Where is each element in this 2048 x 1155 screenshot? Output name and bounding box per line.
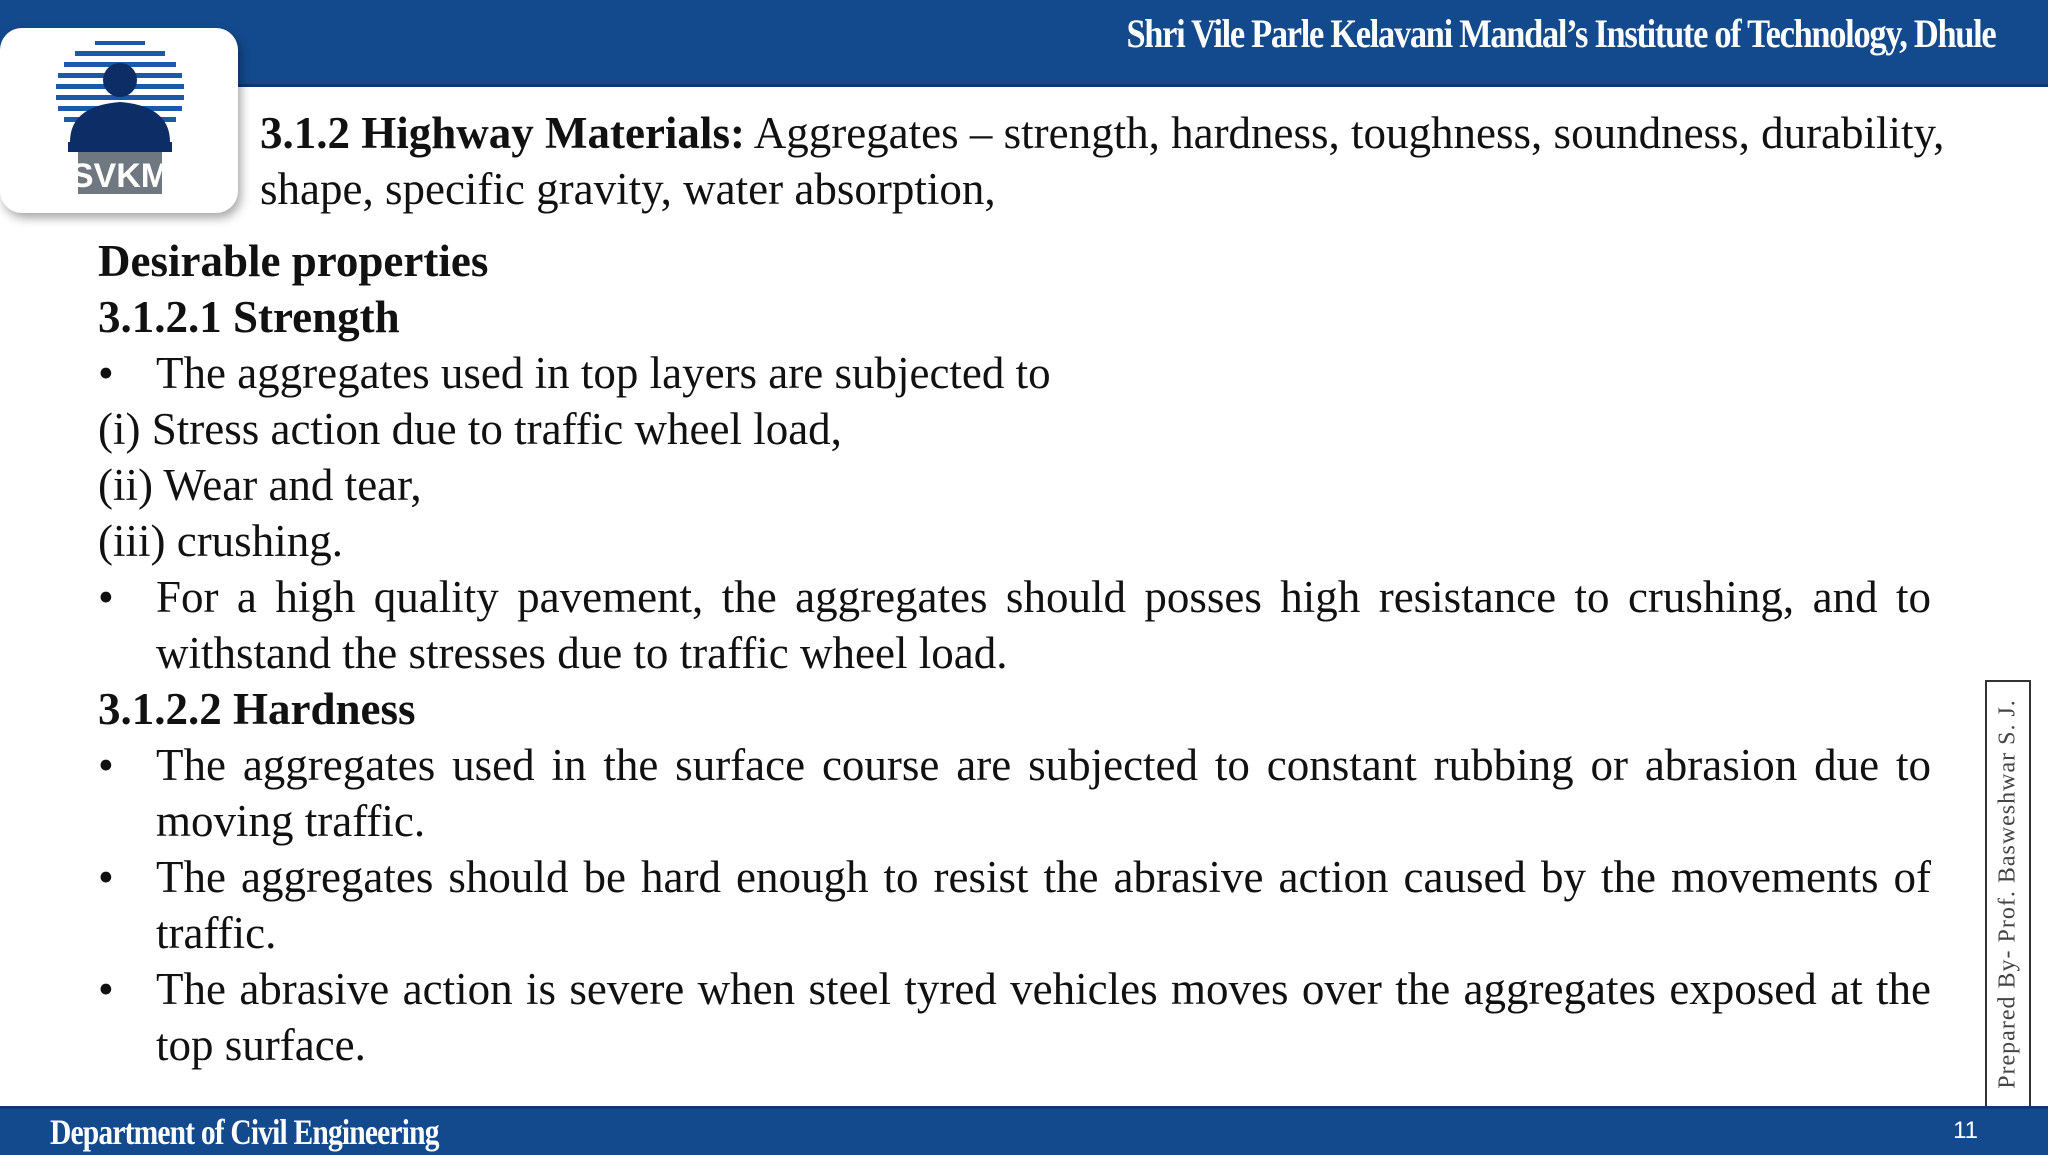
svg-text:SVKM: SVKM — [70, 157, 170, 195]
slide-headline — [260, 105, 2030, 217]
list-item: • For a high quality pavement, the aggregates should posses high resistance to crushing, and to withstand the stresses due to traffic wheel load. — [98, 569, 1931, 681]
list-item: • The aggregates used in the surface course are subjected to constant rubbing or abrasion due to moving traffic. — [98, 737, 1931, 849]
page-number: 11 — [1953, 1117, 1978, 1144]
strength-heading: 3.1.2.1 Strength — [98, 292, 400, 342]
slide-content — [98, 233, 1931, 1073]
department-name: Department of Civil Engineering — [50, 1112, 439, 1152]
top-header-bar — [0, 0, 2048, 87]
svkm-logo — [0, 28, 238, 213]
author-credit: Prepared By- Prof. Basweshwar S. J. — [1994, 699, 2021, 1089]
list-item: • The aggregates used in top layers are subjected to — [98, 345, 1931, 401]
footer-bar — [0, 1106, 2048, 1155]
list-item: • The abrasive action is severe when steel tyred vehicles moves over the aggregates exposed at the top surface. — [98, 961, 1931, 1073]
author-sidebar — [1985, 680, 2031, 1108]
list-item: (ii) Wear and tear, — [98, 460, 422, 510]
bullet-dot: • — [98, 740, 114, 790]
institute-name: Shri Vile Parle Kelavani Mandal’s Institute of Technology, Dhule — [1126, 11, 1995, 56]
list-item: (i) Stress action due to traffic wheel load, — [98, 404, 842, 454]
bullet-dot: • — [98, 572, 114, 622]
bullet-dot: • — [98, 964, 114, 1014]
list-item: • The aggregates should be hard enough to resist the abrasive action caused by the movements of traffic. — [98, 849, 1931, 961]
bullet-dot: • — [98, 348, 114, 398]
bullet-dot: • — [98, 852, 114, 902]
headline-topic: 3.1.2 Highway Materials: — [260, 108, 745, 158]
headline-text: Aggregates – strength, hardness, toughness, soundness, durability, shape, specific gravity, water absorption, — [260, 108, 1945, 214]
hardness-heading: 3.1.2.2 Hardness — [98, 684, 416, 734]
list-item: (iii) crushing. — [98, 516, 343, 566]
section-title: Desirable properties — [98, 236, 489, 286]
svkm-logo-icon — [50, 38, 190, 208]
